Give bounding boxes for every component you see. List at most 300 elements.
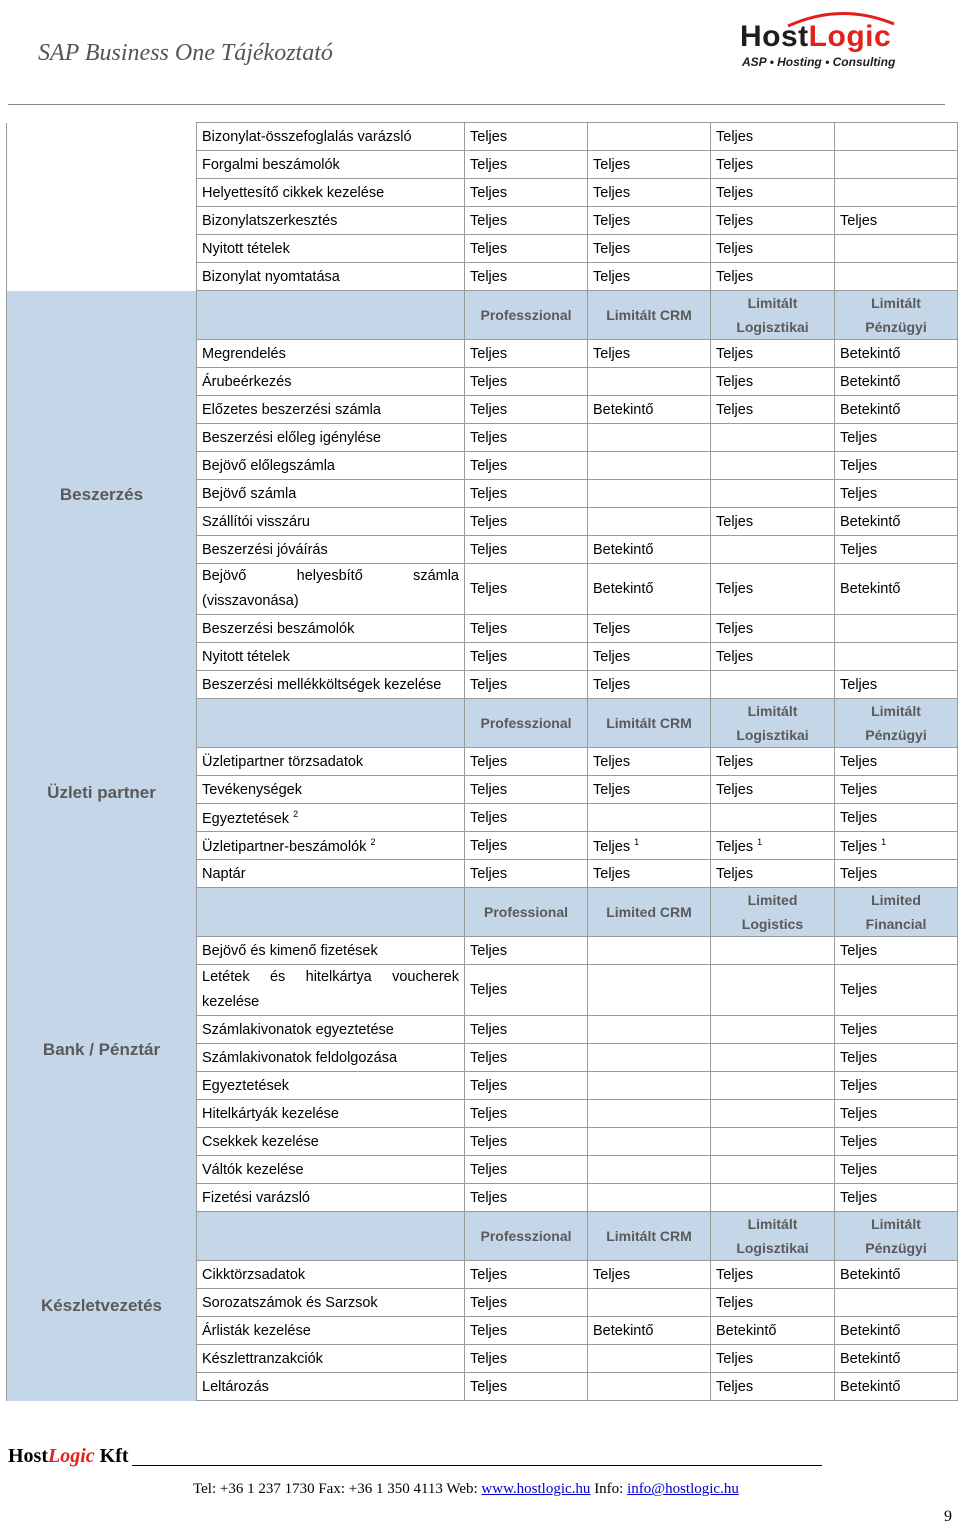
access-level-cell: [588, 564, 711, 615]
access-level-value: Teljes: [716, 212, 754, 229]
logo-word-logic: Logic: [808, 20, 892, 53]
access-level-cell: [711, 1261, 835, 1289]
column-header: Professional: [465, 888, 588, 937]
access-level-value: Teljes: [593, 212, 631, 229]
column-header: Limitált Logisztikai: [711, 291, 835, 340]
access-level-cell: [588, 671, 711, 699]
access-level-value: Teljes: [716, 184, 754, 201]
access-level-value: Teljes: [470, 1133, 508, 1150]
access-level-value: Betekintő: [593, 580, 654, 597]
access-level-cell: [835, 207, 958, 235]
access-level-value: Teljes: [470, 580, 508, 597]
access-level-cell: [835, 1261, 958, 1289]
column-header: Limitált CRM: [588, 1212, 711, 1261]
footnote-ref: 1: [757, 836, 763, 847]
access-level-value: Teljes: [470, 1189, 508, 1206]
feature-name: [197, 1317, 465, 1345]
feature-name: [197, 937, 465, 965]
access-level-cell: [588, 1156, 711, 1184]
feature-name-text: Leltározás: [202, 1378, 269, 1395]
access-level-cell: [588, 235, 711, 263]
access-level-cell: [835, 1289, 958, 1317]
section-label-text: Beszerzés: [59, 484, 144, 504]
feature-name: [197, 536, 465, 564]
access-level-cell: [465, 1156, 588, 1184]
access-level-cell: [588, 965, 711, 1016]
access-level-value: Teljes: [470, 513, 508, 530]
header-band-blank: [197, 699, 465, 748]
access-level-cell: [465, 1261, 588, 1289]
column-header: Professzional: [465, 291, 588, 340]
access-level-value: Teljes: [840, 809, 878, 826]
access-level-cell: [465, 151, 588, 179]
access-level-cell: [711, 123, 835, 151]
access-level-cell: [835, 615, 958, 643]
access-level-value: Teljes: [470, 429, 508, 446]
access-level-cell: [588, 832, 711, 860]
column-header: Professzional: [465, 699, 588, 748]
access-level-value: Teljes: [840, 1105, 878, 1122]
access-level-cell: [465, 1373, 588, 1401]
feature-name: [197, 1289, 465, 1317]
access-level-cell: [835, 263, 958, 291]
header-row: [7, 888, 958, 937]
access-level-cell: [465, 1317, 588, 1345]
access-level-value: Teljes: [470, 373, 508, 390]
access-level-value: Teljes: [470, 1350, 508, 1367]
access-level-value: Teljes: [593, 240, 631, 257]
access-level-value: Teljes: [716, 345, 754, 362]
access-level-value: Betekintő: [593, 1322, 654, 1339]
access-level-cell: [465, 123, 588, 151]
feature-name: [197, 235, 465, 263]
feature-name: [197, 508, 465, 536]
access-level-value: Teljes: [840, 942, 878, 959]
access-level-cell: [465, 1044, 588, 1072]
access-level-value: Teljes: [593, 156, 631, 173]
access-level-cell: [711, 452, 835, 480]
access-level-cell: [711, 340, 835, 368]
access-level-cell: [465, 671, 588, 699]
access-level-cell: [835, 1044, 958, 1072]
access-level-value: Teljes: [593, 781, 631, 798]
access-level-value: Teljes: [840, 1049, 878, 1066]
feature-name: [197, 1100, 465, 1128]
access-level-value: Teljes: [716, 1294, 754, 1311]
feature-name: [197, 1072, 465, 1100]
logo-tagline: ASP • Hosting • Consulting: [742, 55, 896, 69]
access-level-value: Teljes: [470, 212, 508, 229]
access-level-cell: [711, 965, 835, 1016]
section-label: [7, 1212, 197, 1401]
access-level-value: Teljes: [840, 838, 878, 855]
access-level-value: Teljes: [470, 128, 508, 145]
access-level-cell: [465, 1100, 588, 1128]
feature-name: [197, 368, 465, 396]
access-level-value: Teljes: [470, 541, 508, 558]
access-level-value: Teljes: [593, 648, 631, 665]
access-level-cell: [588, 396, 711, 424]
access-level-value: Teljes: [716, 753, 754, 770]
access-level-cell: [588, 748, 711, 776]
access-level-value: Teljes: [716, 401, 754, 418]
access-level-cell: [711, 1373, 835, 1401]
feature-name-text: Szállítói visszáru: [202, 513, 310, 530]
access-level-cell: [711, 1044, 835, 1072]
access-level-cell: [835, 832, 958, 860]
access-level-cell: [711, 151, 835, 179]
feature-name-text: Helyettesítő cikkek kezelése: [202, 184, 385, 201]
access-level-cell: [711, 480, 835, 508]
access-level-value: Teljes: [840, 1161, 878, 1178]
access-level-value: Teljes: [470, 240, 508, 257]
access-level-cell: [711, 937, 835, 965]
access-level-value: Teljes: [470, 1322, 508, 1339]
access-level-cell: [465, 452, 588, 480]
access-level-cell: [465, 263, 588, 291]
access-level-cell: [711, 643, 835, 671]
feature-name: [197, 804, 465, 832]
footer-brand-logic: Logic: [48, 1445, 95, 1467]
access-level-cell: [588, 1373, 711, 1401]
access-level-cell: [588, 1044, 711, 1072]
access-level-value: Betekintő: [840, 1322, 901, 1339]
access-level-value: Teljes: [470, 156, 508, 173]
feature-name-text: Nyitott tételek: [202, 240, 290, 257]
section-label: [7, 888, 197, 1212]
footer-rule: [132, 1465, 822, 1466]
access-level-cell: [588, 508, 711, 536]
access-level-value: Teljes: [470, 1105, 508, 1122]
feature-name: [197, 424, 465, 452]
column-header: Limitált Logisztikai: [711, 1212, 835, 1261]
access-level-value: Teljes: [470, 942, 508, 959]
column-header: Limitált Pénzügyi: [835, 1212, 958, 1261]
column-header: Limitált CRM: [588, 699, 711, 748]
column-header: Limited Logistics: [711, 888, 835, 937]
access-level-value: Teljes: [470, 676, 508, 693]
access-level-cell: [835, 536, 958, 564]
feature-name: [197, 748, 465, 776]
access-level-value: Teljes: [470, 1266, 508, 1283]
access-level-cell: [711, 1184, 835, 1212]
access-level-cell: [588, 1072, 711, 1100]
access-level-value: Teljes: [593, 345, 631, 362]
feature-name-text: Beszerzési előleg igénylése: [202, 429, 381, 446]
access-level-value: Teljes: [470, 648, 508, 665]
access-level-cell: [465, 207, 588, 235]
access-level-cell: [588, 1184, 711, 1212]
access-level-value: Teljes: [840, 429, 878, 446]
feature-name: [197, 1184, 465, 1212]
access-level-cell: [465, 860, 588, 888]
footer-contact: [193, 1481, 739, 1498]
feature-name-text: Készlettranzakciók: [202, 1350, 323, 1367]
access-level-value: Teljes: [470, 865, 508, 882]
feature-name: [197, 1156, 465, 1184]
header-band-blank: [197, 888, 465, 937]
access-level-cell: [588, 151, 711, 179]
access-level-value: Teljes: [840, 485, 878, 502]
feature-name-text: Egyeztetések: [202, 810, 290, 827]
access-level-cell: [588, 424, 711, 452]
access-level-value: Teljes: [840, 781, 878, 798]
feature-name-text: Hitelkártyák kezelése: [202, 1105, 339, 1122]
feature-name-text: Üzletipartner-beszámolók: [202, 838, 367, 855]
access-level-cell: [835, 937, 958, 965]
access-level-cell: [711, 235, 835, 263]
section-label: [7, 699, 197, 888]
feature-name-text: Bizonylat-összefoglalás varázsló: [202, 128, 412, 145]
feature-name-text: Beszerzési beszámolók: [202, 620, 355, 637]
feature-name-text: Váltók kezelése: [202, 1161, 304, 1178]
access-level-cell: [835, 235, 958, 263]
access-level-cell: [835, 1317, 958, 1345]
access-level-cell: [711, 424, 835, 452]
footer-contact-prefix: Tel: +36 1 237 1730 Fax: +36 1 350 4113 Web:: [193, 1481, 482, 1497]
access-level-cell: [835, 123, 958, 151]
access-level-cell: [711, 1128, 835, 1156]
access-level-value: Teljes: [716, 513, 754, 530]
footer-web-link[interactable]: www.hostlogic.hu: [481, 1481, 591, 1497]
access-level-value: Teljes: [593, 620, 631, 637]
feature-name-text: Bejövő számla: [202, 485, 297, 502]
access-level-cell: [465, 832, 588, 860]
access-level-value: Teljes: [840, 1077, 878, 1094]
hostlogic-logo: [738, 8, 938, 68]
access-level-value: Betekintő: [593, 401, 654, 418]
access-level-cell: [465, 1072, 588, 1100]
access-level-value: Teljes: [840, 1189, 878, 1206]
access-level-cell: [835, 965, 958, 1016]
footnote-ref: 2: [370, 836, 376, 847]
feature-name: [197, 1373, 465, 1401]
access-level-cell: [465, 179, 588, 207]
feature-name-text: Cikktörzsadatok: [202, 1266, 306, 1283]
access-level-cell: [465, 536, 588, 564]
table-row: [7, 123, 958, 151]
access-level-value: Teljes: [470, 1077, 508, 1094]
access-level-cell: [588, 804, 711, 832]
access-level-value: Betekintő: [840, 513, 901, 530]
access-level-cell: [711, 776, 835, 804]
footer-brand-host: Host: [8, 1445, 48, 1467]
access-level-cell: [711, 860, 835, 888]
section-label-text: Bank / Pénztár: [42, 1039, 161, 1059]
feature-name-text: Forgalmi beszámolók: [202, 156, 340, 173]
access-level-cell: [465, 1128, 588, 1156]
feature-name-text: Beszerzési jóváírás: [202, 541, 328, 558]
access-level-cell: [588, 860, 711, 888]
access-level-value: Teljes: [840, 753, 878, 770]
access-level-value: Teljes: [593, 268, 631, 285]
access-level-cell: [465, 340, 588, 368]
footer-info-label: Info:: [590, 1481, 628, 1497]
access-level-cell: [835, 1184, 958, 1212]
access-level-cell: [711, 207, 835, 235]
header-divider: [8, 104, 945, 105]
feature-name-text: Beszerzési mellékköltségek kezelése: [202, 676, 442, 693]
access-level-value: Teljes: [716, 648, 754, 665]
access-level-value: Teljes: [470, 1021, 508, 1038]
access-level-cell: [588, 776, 711, 804]
feature-name: [197, 263, 465, 291]
feature-name: [197, 207, 465, 235]
access-level-cell: [588, 480, 711, 508]
access-level-cell: [835, 1100, 958, 1128]
footnote-ref: 2: [293, 808, 299, 819]
access-level-value: Betekintő: [840, 1350, 901, 1367]
access-level-cell: [711, 564, 835, 615]
footnote-ref: 1: [881, 836, 887, 847]
feature-name: [197, 340, 465, 368]
feature-name: [197, 564, 465, 615]
feature-name-text: Nyitott tételek: [202, 648, 290, 665]
section-label: [7, 291, 197, 699]
feature-name-text: Árlisták kezelése: [202, 1322, 311, 1339]
access-level-cell: [465, 508, 588, 536]
access-level-value: Teljes: [716, 240, 754, 257]
access-level-value: Teljes: [840, 1021, 878, 1038]
column-header: Professzional: [465, 1212, 588, 1261]
access-level-value: Teljes: [716, 838, 754, 855]
access-level-cell: [711, 1289, 835, 1317]
feature-name: [197, 1016, 465, 1044]
access-level-cell: [835, 748, 958, 776]
access-level-value: Teljes: [840, 981, 878, 998]
feature-name: [197, 776, 465, 804]
access-level-cell: [465, 965, 588, 1016]
access-level-cell: [835, 1128, 958, 1156]
access-level-cell: [711, 671, 835, 699]
access-level-cell: [835, 368, 958, 396]
access-level-value: Teljes: [470, 457, 508, 474]
access-level-cell: [711, 1100, 835, 1128]
feature-name-text: Sorozatszámok és Sarzsok: [202, 1294, 378, 1311]
access-level-value: Teljes: [470, 345, 508, 362]
feature-name-text: Bizonylat nyomtatása: [202, 268, 340, 285]
access-level-cell: [711, 368, 835, 396]
access-level-value: Teljes: [716, 620, 754, 637]
access-level-value: Teljes: [470, 184, 508, 201]
feature-name-text: Árubeérkezés: [202, 373, 292, 390]
header-row: [7, 291, 958, 340]
footnote-ref: 1: [634, 836, 640, 847]
access-level-value: Teljes: [593, 676, 631, 693]
access-level-cell: [835, 508, 958, 536]
feature-name: [197, 643, 465, 671]
section-label-text: Készletvezetés: [41, 1296, 162, 1315]
feature-name-text: Fizetési varázsló: [202, 1189, 310, 1206]
access-level-cell: [588, 263, 711, 291]
feature-name: [197, 151, 465, 179]
access-level-cell: [835, 860, 958, 888]
access-level-cell: [588, 1016, 711, 1044]
access-level-cell: [835, 1072, 958, 1100]
access-level-cell: [711, 748, 835, 776]
access-level-value: Teljes: [840, 865, 878, 882]
feature-name: [197, 615, 465, 643]
access-level-value: Teljes: [593, 753, 631, 770]
column-header: Limitált Pénzügyi: [835, 699, 958, 748]
access-level-cell: [835, 452, 958, 480]
footer-brand: [8, 1445, 129, 1468]
feature-name-text: Csekkek kezelése: [202, 1133, 319, 1150]
access-level-value: Betekintő: [716, 1322, 777, 1339]
access-level-cell: [588, 179, 711, 207]
access-level-cell: [711, 508, 835, 536]
access-level-cell: [835, 671, 958, 699]
feature-name-text: Letétek és hitelkártya voucherek kezelése: [202, 969, 459, 1010]
access-level-value: Teljes: [593, 1266, 631, 1283]
access-level-value: Teljes: [840, 457, 878, 474]
access-level-cell: [711, 1156, 835, 1184]
access-level-cell: [588, 452, 711, 480]
feature-name: [197, 671, 465, 699]
access-level-cell: [711, 1317, 835, 1345]
access-level-value: Betekintő: [840, 345, 901, 362]
access-level-value: Teljes: [840, 212, 878, 229]
access-level-cell: [465, 424, 588, 452]
section-label: [7, 123, 197, 291]
access-level-cell: [835, 151, 958, 179]
feature-name: [197, 179, 465, 207]
feature-name: [197, 860, 465, 888]
access-level-cell: [465, 235, 588, 263]
access-level-value: Teljes: [716, 781, 754, 798]
access-level-cell: [588, 207, 711, 235]
header-band-blank: [197, 1212, 465, 1261]
access-level-value: Teljes: [716, 1378, 754, 1395]
feature-name-text: Számlakivonatok egyeztetése: [202, 1021, 394, 1038]
column-header: Limitált Logisztikai: [711, 699, 835, 748]
feature-name: [197, 1128, 465, 1156]
feature-name-text: Előzetes beszerzési számla: [202, 401, 381, 418]
access-level-cell: [711, 396, 835, 424]
column-header: Limited CRM: [588, 888, 711, 937]
access-level-cell: [465, 1184, 588, 1212]
access-level-cell: [711, 1072, 835, 1100]
feature-name-text: Megrendelés: [202, 345, 286, 362]
access-level-cell: [835, 564, 958, 615]
access-level-value: Teljes: [716, 373, 754, 390]
feature-name-text: Tevékenységek: [202, 781, 302, 798]
access-level-cell: [588, 123, 711, 151]
access-level-cell: [588, 643, 711, 671]
access-level-cell: [465, 480, 588, 508]
access-level-cell: [711, 804, 835, 832]
feature-name: [197, 396, 465, 424]
access-level-cell: [588, 368, 711, 396]
access-level-cell: [835, 776, 958, 804]
access-level-cell: [711, 615, 835, 643]
access-level-value: Teljes: [716, 580, 754, 597]
access-level-cell: [588, 937, 711, 965]
access-level-cell: [835, 1373, 958, 1401]
access-level-cell: [835, 1345, 958, 1373]
feature-name: [197, 452, 465, 480]
page-number: 9: [944, 1508, 952, 1525]
footer-email-link[interactable]: info@hostlogic.hu: [627, 1481, 739, 1497]
access-level-value: Teljes: [593, 184, 631, 201]
access-level-value: Teljes: [470, 753, 508, 770]
access-level-cell: [835, 804, 958, 832]
access-level-cell: [465, 776, 588, 804]
access-level-value: Teljes: [470, 1378, 508, 1395]
access-level-cell: [465, 804, 588, 832]
access-level-value: Teljes: [716, 128, 754, 145]
feature-name: [197, 1044, 465, 1072]
